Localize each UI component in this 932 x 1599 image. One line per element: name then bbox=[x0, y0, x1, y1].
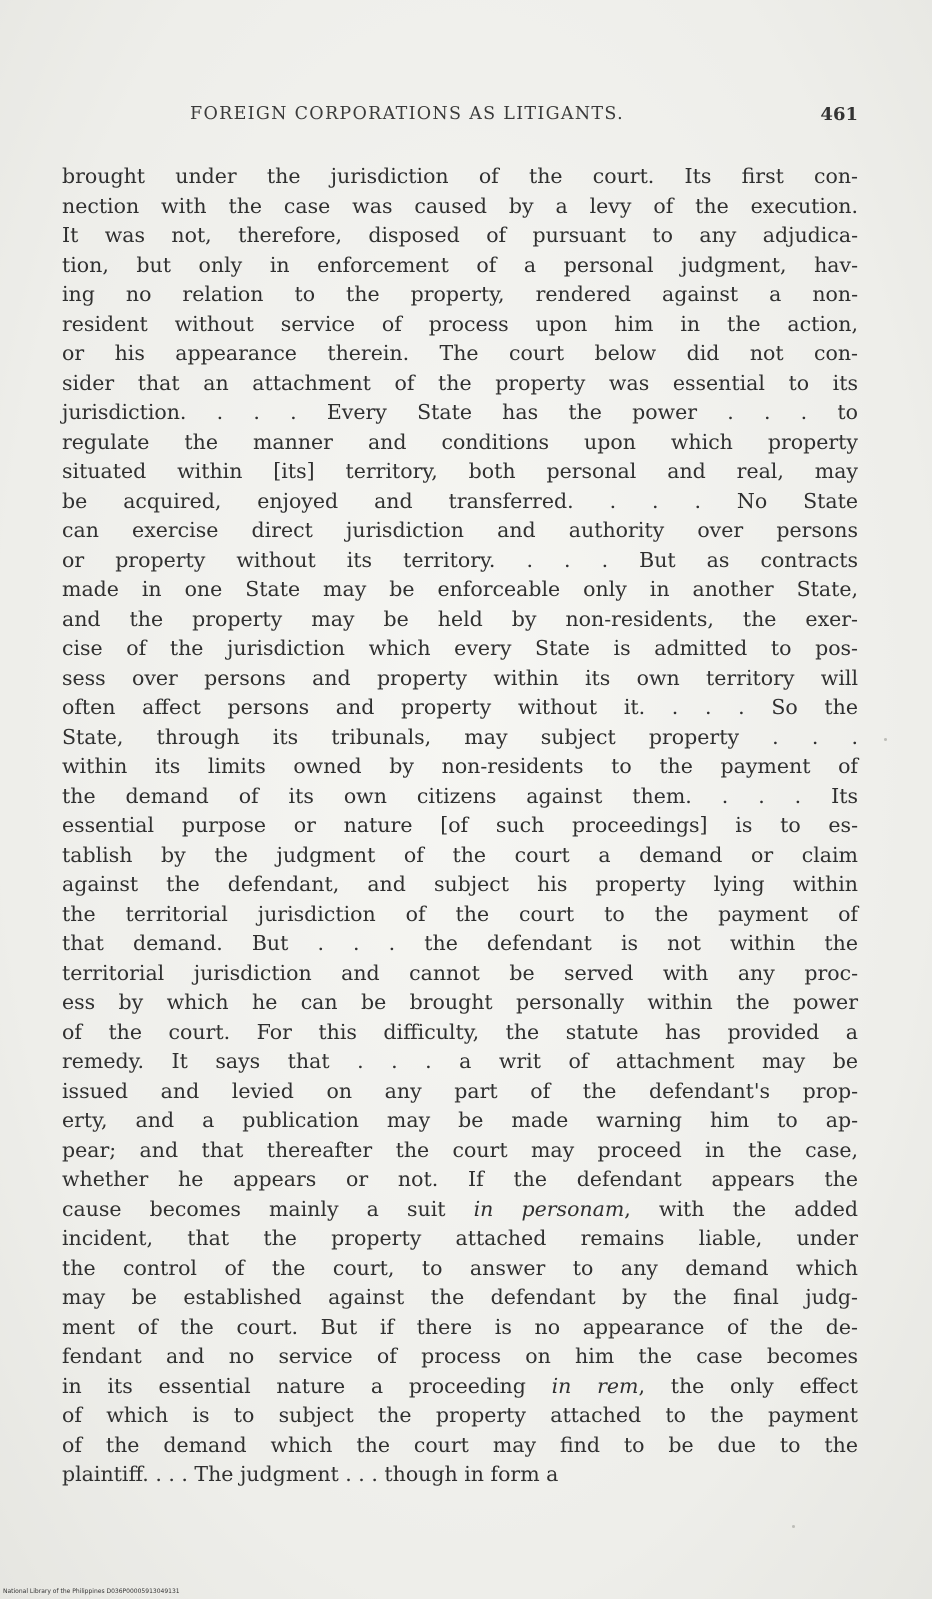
text-line: whether he appears or not. If the defendant appears the bbox=[62, 1167, 858, 1191]
body-text bbox=[62, 162, 858, 1490]
text-line: in its essential nature a proceeding in rem, the only effect bbox=[62, 1373, 858, 1398]
text-line: sess over persons and property within its own territory will bbox=[62, 665, 858, 690]
text-line: pear; and that thereafter the court may proceed in the case, bbox=[62, 1137, 858, 1162]
text-line: cause becomes mainly a suit in personam, with the added bbox=[62, 1196, 859, 1221]
text-line: incident, that the property attached remains liable, under bbox=[62, 1226, 858, 1250]
text-line: fendant and no service of process on him the case becomes bbox=[62, 1344, 858, 1368]
text-line: can exercise direct jurisdiction and authority over persons bbox=[62, 518, 858, 542]
scan-speck bbox=[884, 738, 887, 741]
page-number: 461 bbox=[820, 104, 858, 125]
text-line: resident without service of process upon him in the action, bbox=[62, 311, 858, 336]
text-line: sider that an attachment of the property was essential to its bbox=[62, 370, 858, 395]
text-line: tion, but only in enforcement of a personal judgment, hav- bbox=[62, 252, 858, 277]
text-line: the control of the court, to answer to any demand which bbox=[62, 1255, 858, 1280]
text-line: issued and levied on any part of the defendant's prop- bbox=[62, 1078, 858, 1103]
text-line: territorial jurisdiction and cannot be served with any proc- bbox=[62, 960, 858, 985]
text-line: the demand of its own citizens against them. . . . Its bbox=[62, 783, 858, 808]
text-line: ess by which he can be brought personally within the power bbox=[62, 990, 858, 1014]
text-line: and the property may be held by non-residents, the exer- bbox=[62, 606, 858, 631]
text-line: State, through its tribunals, may subject property . . . bbox=[62, 724, 858, 749]
text-line: against the defendant, and subject his property lying within bbox=[62, 872, 858, 896]
text-line: brought under the jurisdiction of the court. Its first con- bbox=[62, 164, 858, 188]
running-header bbox=[62, 104, 858, 134]
text-line: jurisdiction. . . . Every State has the power . . . to bbox=[62, 400, 858, 424]
text-line: of the court. For this difficulty, the statute has provided a bbox=[62, 1019, 858, 1044]
text-line: situated within [its] territory, both personal and real, may bbox=[62, 459, 858, 483]
text-line: essential purpose or nature [of such proceedings] is to es- bbox=[62, 813, 858, 837]
text-line: plaintiff. . . . The judgment . . . though in form a bbox=[62, 1462, 559, 1486]
text-line: that demand. But . . . the defendant is not within the bbox=[62, 931, 858, 955]
text-line: ing no relation to the property, rendered against a non- bbox=[62, 282, 858, 306]
text-line: ment of the court. But if there is no appearance of the de- bbox=[62, 1314, 858, 1339]
text-line: or property without its territory. . . . But as contracts bbox=[62, 547, 858, 572]
text-line: remedy. It says that . . . a writ of attachment may be bbox=[62, 1049, 858, 1073]
text-line: cise of the jurisdiction which every State is admitted to pos- bbox=[62, 636, 858, 660]
text-line: It was not, therefore, disposed of pursuant to any adjudica- bbox=[62, 223, 858, 247]
scan-speck bbox=[792, 1525, 795, 1528]
scan-credit: National Library of the Philippines D036P00005913049131 bbox=[3, 1588, 180, 1595]
text-line: nection with the case was caused by a levy of the execution. bbox=[62, 193, 858, 218]
running-title: FOREIGN CORPORATIONS AS LITIGANTS. bbox=[190, 104, 624, 124]
text-line: regulate the manner and conditions upon which property bbox=[62, 429, 858, 454]
text-line: erty, and a publication may be made warning him to ap- bbox=[62, 1108, 858, 1132]
text-line: the territorial jurisdiction of the court to the payment of bbox=[62, 901, 858, 926]
text-line: tablish by the judgment of the court a demand or claim bbox=[62, 842, 858, 867]
text-line: or his appearance therein. The court below did not con- bbox=[62, 341, 858, 365]
text-line: within its limits owned by non-residents to the payment of bbox=[62, 754, 858, 778]
text-line: may be established against the defendant by the final judg- bbox=[62, 1285, 858, 1309]
text-line: of which is to subject the property attached to the payment bbox=[62, 1403, 858, 1427]
text-line: be acquired, enjoyed and transferred. . . . No State bbox=[62, 488, 858, 513]
text-line: of the demand which the court may find to be due to the bbox=[62, 1432, 858, 1457]
text-line: often affect persons and property without it. . . . So the bbox=[62, 695, 858, 719]
text-line: made in one State may be enforceable only in another State, bbox=[62, 577, 858, 601]
